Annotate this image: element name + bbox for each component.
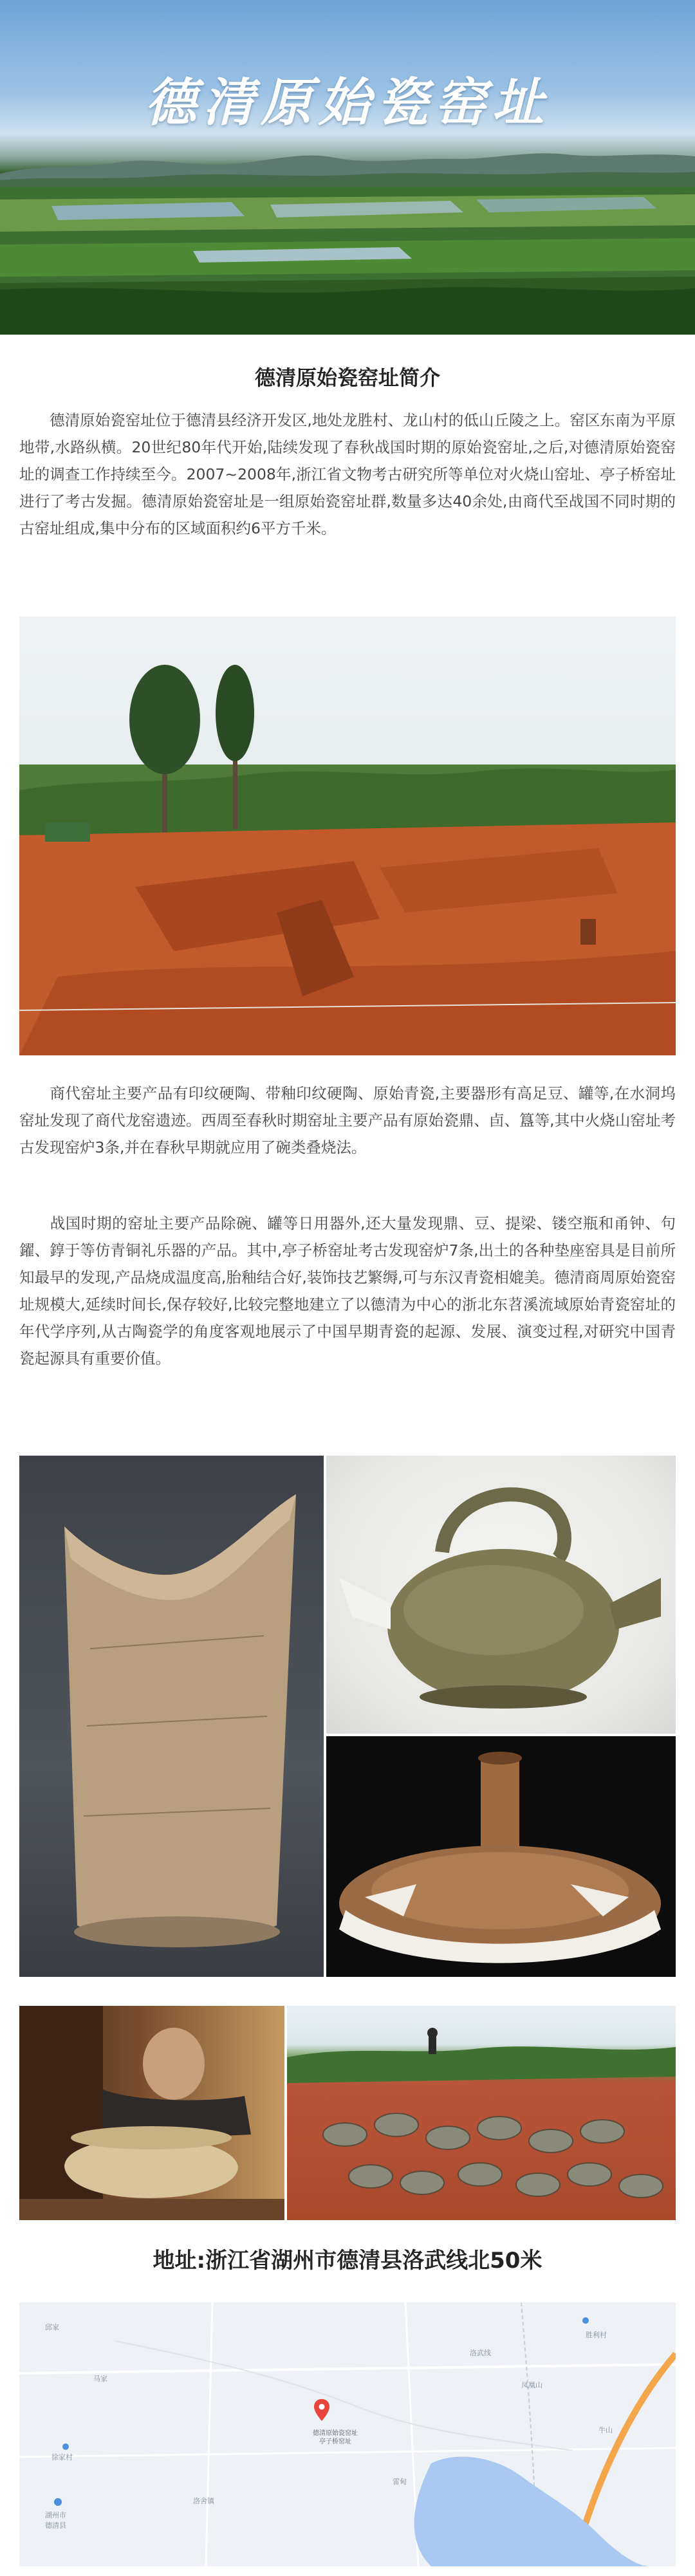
map-label-1: 邱家 <box>45 2323 59 2331</box>
map-label-10: 凤凰山 <box>521 2381 542 2389</box>
handled-ewer-photo <box>326 1456 676 1734</box>
ewer-illustration <box>326 1456 676 1734</box>
map-pin-icon[interactable] <box>314 2399 329 2421</box>
cup-fragment-photo <box>19 1456 324 1977</box>
paragraph-3-text: 战国时期的窑址主要产品除碗、罐等日用器外,还大量发现鼎、豆、提梁、镂空瓶和甬钟、句鑃、錞于等仿青铜礼乐器的产品。其中,亭子桥窑址考古发现窑炉7条,出土的各种垫座窑具是目前所知最早的发现,产品烧成温度高,胎釉结合好,装饰技艺繁缛,可与东汉青瓷相媲美。德清商周原始瓷窑址规模大,延续时间长,保存较好,比较完整地建立了以德清为中心的浙北东苕溪流域原始青瓷窑址的年代学序列,从古陶瓷学的角度客观地展示了中国早期青瓷的起源、发展、演变过程,对研究中国青瓷起源具有重要价值。 <box>19 1214 676 1367</box>
paragraph-2-text: 商代窑址主要产品有印纹硬陶、带釉印纹硬陶、原始青瓷,主要器形有高足豆、罐等,在水洞坞窑址发现了商代龙窑遗迹。西周至春秋时期窑址主要产品有原始瓷鼎、卣、簋等,其中火烧山窑址考古发现窑炉3条,并在春秋早期就应用了碗类叠烧法。 <box>19 1084 676 1156</box>
map-label-6: 洛舍镇 <box>193 2497 214 2505</box>
excavation-site-photo <box>19 616 676 1055</box>
intro-heading: 德清原始瓷窑址简介 <box>254 366 440 390</box>
mountain-ridge <box>0 138 695 190</box>
hero-title: 德清原始瓷窑址 <box>145 72 550 133</box>
map-label-8: 洛武线 <box>470 2349 491 2357</box>
researcher-photo <box>19 2006 284 2220</box>
map-label-9: 胜利村 <box>586 2331 607 2339</box>
map-label-3: 徐家村 <box>51 2453 73 2461</box>
map-pin-label: 德清原始瓷窑址 亭子桥窑址 <box>313 2430 358 2445</box>
address-line: 地址:浙江省湖州市德清县洛武线北50米 <box>153 2248 542 2274</box>
lid-illustration <box>326 1736 676 1977</box>
map-label-4: 湖州市 <box>45 2511 66 2519</box>
map-label-7: 雷甸 <box>393 2478 407 2486</box>
excavation-illustration <box>19 616 676 1055</box>
kiln-illustration <box>287 2006 676 2220</box>
kiln-remains-photo <box>287 2006 676 2220</box>
map-label-11: 牛山 <box>598 2426 613 2434</box>
map-label-5: 德清县 <box>45 2521 66 2530</box>
intro-text: 德清原始瓷窑址位于德清县经济开发区,地处龙胜村、龙山村的低山丘陵之上。窑区东南为平原地带,水路纵横。20世纪80年代开始,陆续发现了春秋战国时期的原始瓷窑址,之后,对德清原始瓷窑址的调查工作持续至今。2007~2008年,浙江省文物考古研究所等单位对火烧山窑址、亭子桥窑址进行了考古发掘。德清原始瓷窑址是一组原始瓷窑址群,数量多达40余处,由商代至战国不同时期的古窑址组成,集中分布的区域面积约6平方千米。 <box>19 411 676 537</box>
farm-fields <box>0 187 695 335</box>
hero-banner <box>0 0 695 335</box>
lid-with-spout-photo <box>326 1736 676 1977</box>
body-paragraph-2 <box>19 1080 676 1161</box>
body-paragraph-3 <box>19 1210 676 1372</box>
map-label-2: 马家 <box>93 2375 107 2383</box>
cup-fragment-illustration <box>19 1456 324 1977</box>
intro-paragraph <box>19 407 676 542</box>
researcher-illustration <box>19 2006 284 2220</box>
